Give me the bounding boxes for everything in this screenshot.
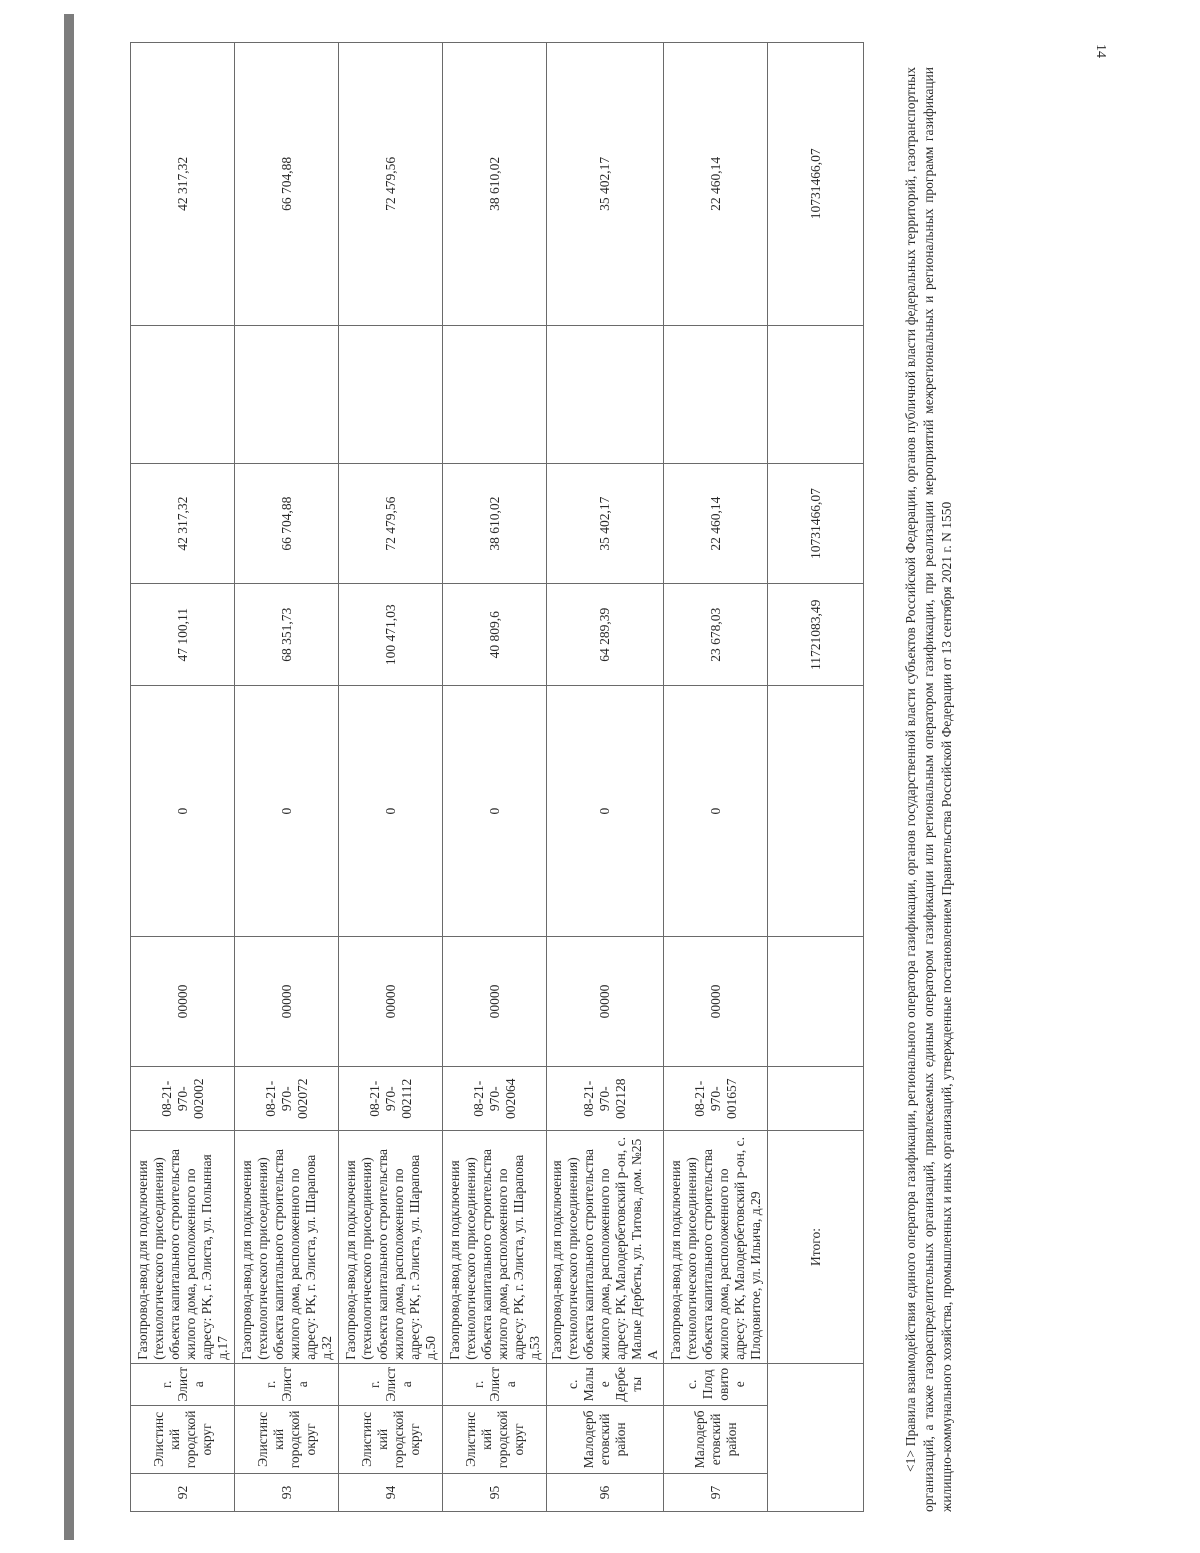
table-row [547,43,664,1512]
row-number: 92 [131,1473,235,1511]
col-10-value [443,325,547,463]
object-code: 08-21-970-002128 [547,1067,664,1131]
settlement-cell: г. Элиста [443,1363,547,1405]
table-row [235,43,339,1512]
total-col-8: 11721083,49 [768,584,864,686]
col-8-value: 64 289,39 [547,584,664,686]
col-11-value: 38 610,02 [443,43,547,326]
scan-edge-bar [64,14,74,1540]
total-col-9: 10731466,07 [768,463,864,583]
object-description: Газопровод-ввод для подключения (технологического присоединения) объекта капитального строительства жилого дома, расположенного по адресу: РК, г. Элиста, ул. Шарапова д.50 [339,1131,443,1363]
district-cell: Элистинский городской округ [131,1405,235,1473]
total-empty-cell [768,936,864,1066]
object-code: 08-21-970-002064 [443,1067,547,1131]
object-code: 08-21-970-002072 [235,1067,339,1131]
zero-code: 00000 [664,936,768,1066]
zero-code: 00000 [235,936,339,1066]
col-8-value: 40 809,6 [443,584,547,686]
col-9-value: 72 479,56 [339,463,443,583]
object-description: Газопровод-ввод для подключения (технологического присоединения) объекта капитального строительства жилого дома, расположенного по адресу: РК, г. Элиста, ул. Полынная д.17 [131,1131,235,1363]
object-code: 08-21-970-002002 [131,1067,235,1131]
col-10-value [547,325,664,463]
total-col-11: 10731466,07 [768,43,864,326]
settlement-cell: с. Плодовитое [664,1363,768,1405]
col-11-value: 22 460,14 [664,43,768,326]
total-empty-cell [768,1363,864,1511]
zero-code: 00000 [443,936,547,1066]
row-number: 96 [547,1473,664,1511]
settlement-cell: с. Малые Дербеты [547,1363,664,1405]
table-row [664,43,768,1512]
col-7-value: 0 [664,686,768,937]
total-empty-cell [768,686,864,937]
footnote [902,67,956,1512]
object-description: Газопровод-ввод для подключения (технологического присоединения) объекта капитального строительства жилого дома, расположенного по адресу: РК, Малодербетовский р-он, с. Плодовитое, ул. Ильича, д.29 [664,1131,768,1363]
gas-connection-table [130,42,864,1512]
zero-code: 00000 [547,936,664,1066]
col-10-value [235,325,339,463]
col-9-value: 66 704,88 [235,463,339,583]
col-9-value: 35 402,17 [547,463,664,583]
col-11-value: 72 479,56 [339,43,443,326]
col-10-value [131,325,235,463]
zero-code: 00000 [131,936,235,1066]
table-row [339,43,443,1512]
rotated-page [130,42,1060,1512]
row-number: 93 [235,1473,339,1511]
row-number: 95 [443,1473,547,1511]
col-8-value: 68 351,73 [235,584,339,686]
col-8-value: 100 471,03 [339,584,443,686]
col-9-value: 42 317,32 [131,463,235,583]
col-11-value: 66 704,88 [235,43,339,326]
settlement-cell: г. Элиста [235,1363,339,1405]
col-7-value: 0 [443,686,547,937]
col-11-value: 42 317,32 [131,43,235,326]
col-7-value: 0 [235,686,339,937]
footnote-text: <1> Правила взаимодействия единого оператора газификации, регионального оператора газификации, органов государственной власти субъектов Российской Федерации, органов публичной власти федеральных территорий, газотранспортных организаций, а также газораспределительных организаций, привлекаемых единым оператором газификации или региональным оператором газификации, при реализации мероприятий межрегиональных и региональных программ газификации жилищно-коммунального хозяйства, промышленных и иных организаций, утвержденные постановлением Правительства Российской Федерации от 13 сентября 2021 г. N 1550 [903,67,954,1512]
object-description: Газопровод-ввод для подключения (технологического присоединения) объекта капитального строительства жилого дома, расположенного по адресу: РК, г. Элиста, ул. Шарапова д.53 [443,1131,547,1363]
table-row [443,43,547,1512]
col-9-value: 38 610,02 [443,463,547,583]
col-11-value: 35 402,17 [547,43,664,326]
col-8-value: 47 100,11 [131,584,235,686]
col-7-value: 0 [547,686,664,937]
settlement-cell: г. Элиста [339,1363,443,1405]
settlement-cell: г. Элиста [131,1363,235,1405]
object-code: 08-21-970-002112 [339,1067,443,1131]
col-10-value [339,325,443,463]
page-number: 14 [1093,44,1108,58]
row-number: 97 [664,1473,768,1511]
object-description: Газопровод-ввод для подключения (технологического присоединения) объекта капитального строительства жилого дома, расположенного по адресу: РК, Малодербетовский р-он, с. Малые Дербеты, ул. Титова, дом. №25 А [547,1131,664,1363]
col-7-value: 0 [339,686,443,937]
table-body [131,43,864,1512]
row-number: 94 [339,1473,443,1511]
district-cell: Малодербетовский район [664,1405,768,1473]
district-cell: Малодербетовский район [547,1405,664,1473]
total-label: Итого: [768,1131,864,1363]
col-7-value: 0 [131,686,235,937]
total-empty-cell [768,1067,864,1131]
total-row [768,43,864,1512]
object-code: 08-21-970-001657 [664,1067,768,1131]
zero-code: 00000 [339,936,443,1066]
district-cell: Элистинский городской округ [235,1405,339,1473]
object-description: Газопровод-ввод для подключения (технологического присоединения) объекта капитального строительства жилого дома, расположенного по адресу: РК, г. Элиста, ул. Шарапова д.32 [235,1131,339,1363]
total-empty-cell [768,325,864,463]
district-cell: Элистинский городской округ [443,1405,547,1473]
table-row [131,43,235,1512]
col-8-value: 23 678,03 [664,584,768,686]
district-cell: Элистинский городской округ [339,1405,443,1473]
col-9-value: 22 460,14 [664,463,768,583]
col-10-value [664,325,768,463]
